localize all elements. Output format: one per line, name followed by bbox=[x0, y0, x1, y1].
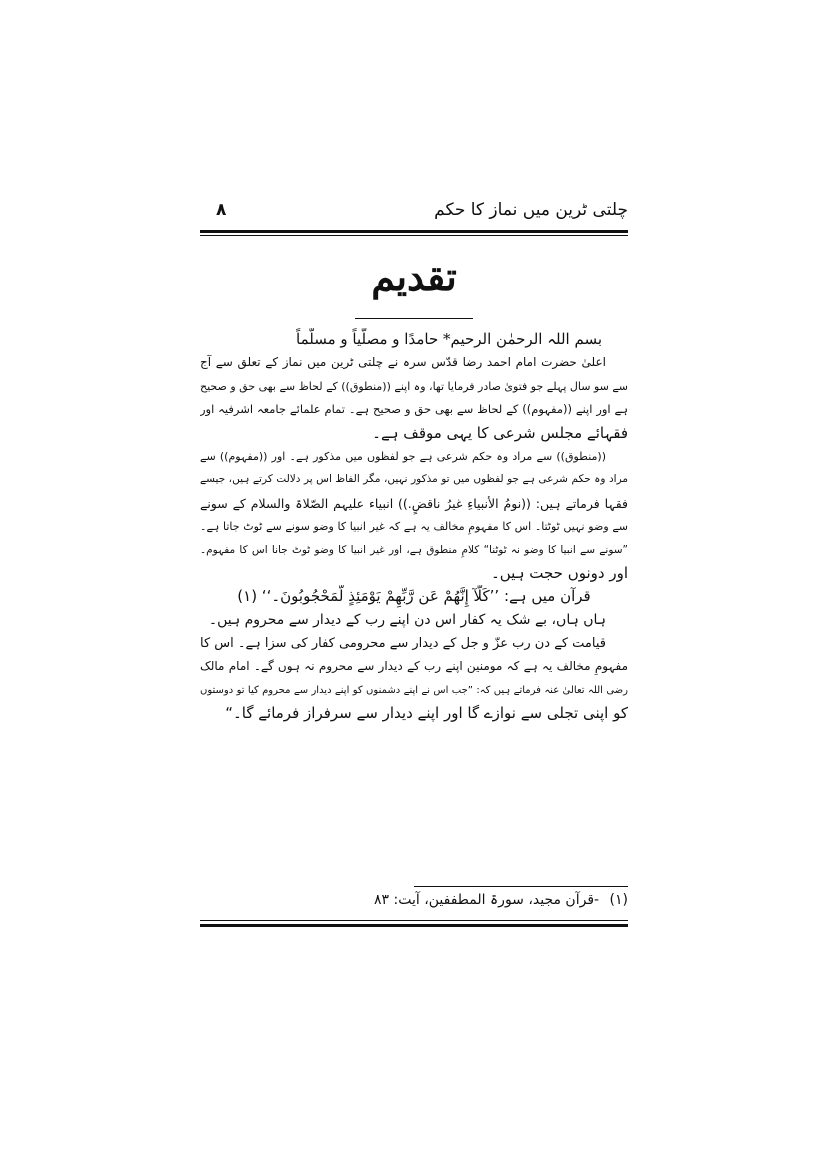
header-rule-thin bbox=[200, 235, 628, 236]
text-line: قیامت کے دن رب عزّ و جل کے دیدار سے محرومی کفار کی سزا ہے۔ اس کا bbox=[200, 636, 606, 652]
text-line: سے سو سال پہلے جو فتویٰ صادر فرمایا تھا، وہ اپنے ((منطوق)) کے لحاظ سے بھی حق و صحیح bbox=[200, 379, 628, 393]
text-line: فقہائے مجلس شرعی کا یہی موقف ہے۔ bbox=[372, 423, 628, 442]
text-line: ہے اور اپنے ((مفہوم)) کے لحاظ سے بھی حق و صحیح ہے۔ تمام علمائے جامعہ اشرفیہ اور bbox=[200, 402, 628, 417]
book-title: چلتی ٹرین میں نماز کا حکم bbox=[434, 200, 628, 220]
text-line: مفہومِ مخالف یہ ہے کہ مومنین اپنے رب کے دیدار سے محروم نہ ہوں گے۔ امام مالک bbox=[200, 659, 628, 674]
header-rule-thick bbox=[200, 230, 628, 233]
footer-rule-thick bbox=[200, 924, 628, 927]
heading-underline bbox=[355, 318, 473, 319]
footnote-text: -قرآن مجید، سورۃ المطففین، آیت: ۸۳ bbox=[374, 892, 600, 908]
quran-quote-line: قرآن میں ہے: ’’كَلَّآ إِنَّهُمْ عَن رَّبِّهِمْ يَوْمَئِذٍ لَّمَحْجُوبُونَ۔‘‘ (۱) bbox=[237, 587, 591, 606]
text-line: رضی اللہ تعالیٰ عنہ فرماتے ہیں کہ: ”جب اس نے اپنے دشمنوں کو اپنے دیدار سے محروم کیا تو دوستوں bbox=[200, 684, 628, 696]
text-line: ((منطوق)) سے مراد وہ حکم شرعی ہے جو لفظوں میں مذکور ہے۔ اور ((مفہوم)) سے bbox=[200, 449, 606, 463]
running-header bbox=[200, 200, 628, 228]
section-heading: تقدیم bbox=[371, 254, 457, 299]
footnote bbox=[200, 889, 628, 911]
footer-rule-thin bbox=[200, 920, 628, 921]
text-line: اور دونوں حجت ہیں۔ bbox=[490, 563, 628, 582]
text-line: ہاں ہاں، بے شک یہ کفار اس دن اپنے رب کے دیدار سے محروم ہیں۔ bbox=[208, 611, 606, 628]
text-line: اعلیٰ حضرت امام احمد رضا قدّس سرہ نے چلتی ٹرین میں نماز کے تعلق سے آج bbox=[200, 355, 606, 370]
text-line: سے وضو نہیں ٹوٹتا۔ اس کا مفہومِ مخالف یہ ہے کہ غیر انبیا کا وضو سونے سے ٹوٹ جاتا ہے۔ bbox=[200, 520, 628, 534]
basmala-line: بسم اللہ الرحمٰن الرحیم* حامدًا و مصلّیاً و مسلّماً bbox=[296, 330, 602, 348]
text-line: ”سونے سے انبیا کا وضو نہ ٹوٹنا“ کلامِ منطوق ہے، اور غیر انبیا کا وضو ٹوٹ جانا اس کا مفہوم۔ bbox=[200, 543, 628, 556]
footnote-separator bbox=[414, 886, 628, 887]
text-line: مراد وہ حکم شرعی ہے جو لفظوں میں تو مذکور نہیں، مگر الفاظ اس پر دلالت کرتے ہیں، جیسے bbox=[200, 473, 628, 486]
text-line: فقہا فرماتے ہیں: ((نومُ الأنبياءِ غيرُ ناقضٍ.)) انبیاء علیہم الصّلاۃ والسلام کے سونے bbox=[200, 495, 628, 511]
text-line: کو اپنی تجلی سے نوازے گا اور اپنے دیدار سے سرفراز فرمائے گا۔“ bbox=[225, 704, 628, 723]
page-number: ۸ bbox=[216, 200, 227, 220]
body-text bbox=[200, 328, 628, 726]
footnote-marker: (۱) bbox=[609, 892, 628, 908]
